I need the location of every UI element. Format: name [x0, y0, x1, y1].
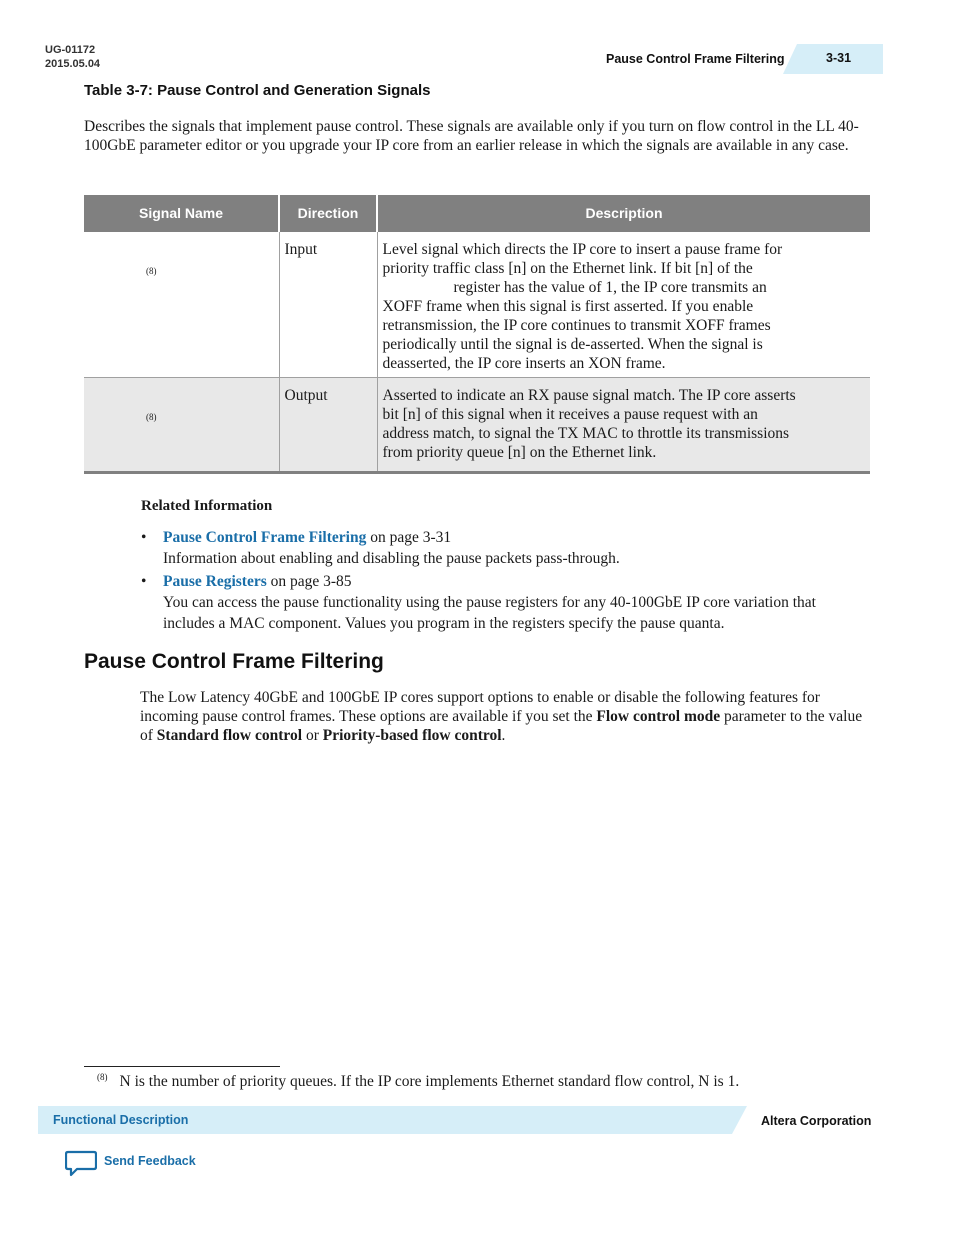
header-tab-slant [783, 44, 797, 74]
direction-cell: Input [279, 232, 377, 378]
send-feedback-link[interactable]: Send Feedback [104, 1154, 196, 1168]
table-row [84, 232, 870, 378]
footnote [97, 1072, 877, 1091]
description-line: Level signal which directs the IP core to insert a pause frame for [382, 241, 783, 258]
table-intro: Describes the signals that implement pause control. These signals are available only if you turn on flow control in the LL 40-100GbE parameter editor or you upgrade your IP core from an earlier release in which the signals are available in any case. [84, 118, 859, 154]
related-item-text: Information about enabling and disabling the pause packets pass-through. [163, 550, 620, 567]
section-body [140, 688, 870, 745]
description-line: from priority queue [n] on the Ethernet link. [382, 444, 657, 461]
related-info-heading: Related Information [141, 498, 273, 514]
bullet-icon: • [141, 529, 147, 546]
list-item [141, 571, 871, 634]
doc-id-number: UG-01172 [45, 44, 96, 56]
footnote-rule [84, 1066, 280, 1067]
table-caption: Table 3-7: Pause Control and Generation Signals [84, 82, 431, 99]
description-line: Asserted to indicate an RX pause signal match. The IP core asserts [382, 387, 796, 404]
body-text: . [501, 727, 506, 744]
description-line: retransmission, the IP core continues to transmit XOFF frames [382, 317, 771, 334]
doc-date: 2015.05.04 [45, 58, 101, 70]
direction-cell: Output [279, 378, 377, 473]
description-line: address match, to signal the TX MAC to throttle its transmissions [382, 425, 790, 442]
related-info-list [141, 527, 871, 636]
body-text: The Low Latency 40GbE and 100GbE IP cores support options to enable or disable the following features for incoming pause control frames. These options are available if you set the [140, 689, 820, 725]
footnote-text: N is the number of priority queues. If the IP core implements Ethernet standard flow control, N is 1. [119, 1073, 740, 1090]
column-header-description: Description [377, 195, 870, 232]
signals-table [84, 195, 870, 474]
footer-chapter-link[interactable]: Functional Description [53, 1113, 189, 1127]
list-item [141, 527, 871, 569]
link-pause-registers[interactable]: Pause Registers [163, 573, 267, 590]
page-ref: on page 3-31 [366, 529, 452, 546]
description-line: register has the value of 1, the IP core transmits an [453, 279, 767, 296]
body-text: or [302, 727, 323, 744]
column-header-direction: Direction [279, 195, 377, 232]
footnote-ref: (8) [146, 266, 157, 276]
footer-band-slant [732, 1106, 747, 1134]
bold-option: Standard flow control [156, 727, 303, 744]
section-title: Pause Control Frame Filtering [84, 650, 384, 673]
description-line: deasserted, the IP core inserts an XON frame. [382, 355, 666, 372]
signal-name-cell [84, 232, 279, 378]
signal-name-cell [84, 378, 279, 473]
body-text: parameter to the value of [140, 708, 863, 744]
header-section-title: Pause Control Frame Filtering [606, 52, 785, 66]
document-id [45, 43, 100, 71]
description-line: XOFF frame when this signal is first asserted. If you enable [382, 298, 754, 315]
description-cell [377, 232, 870, 378]
bold-option: Priority-based flow control [322, 727, 502, 744]
description-cell [377, 378, 870, 473]
footnote-mark: (8) [97, 1072, 108, 1082]
feedback-speech-bubble-icon[interactable] [65, 1150, 97, 1178]
link-pause-control-frame-filtering[interactable]: Pause Control Frame Filtering [163, 529, 367, 546]
description-line: periodically until the signal is de-asserted. When the signal is [382, 336, 763, 353]
header-page-number: 3-31 [826, 51, 852, 65]
description-line: priority traffic class [n] on the Ethernet link. If bit [n] of the [382, 260, 753, 277]
related-item-text: You can access the pause functionality using the pause registers for any 40-100GbE IP core variation that includes a MAC component. Values you program in the registers specify the pause quanta. [163, 594, 816, 632]
page-ref: on page 3-85 [266, 573, 352, 590]
column-header-signal-name: Signal Name [84, 195, 279, 232]
description-line: bit [n] of this signal when it receives a pause request with an [382, 406, 758, 423]
table-header-row [84, 195, 870, 232]
bullet-icon: • [141, 573, 147, 590]
table-row [84, 378, 870, 473]
bold-parameter: Flow control mode [596, 708, 721, 725]
footer-company: Altera Corporation [761, 1114, 872, 1128]
footnote-ref: (8) [146, 412, 157, 422]
